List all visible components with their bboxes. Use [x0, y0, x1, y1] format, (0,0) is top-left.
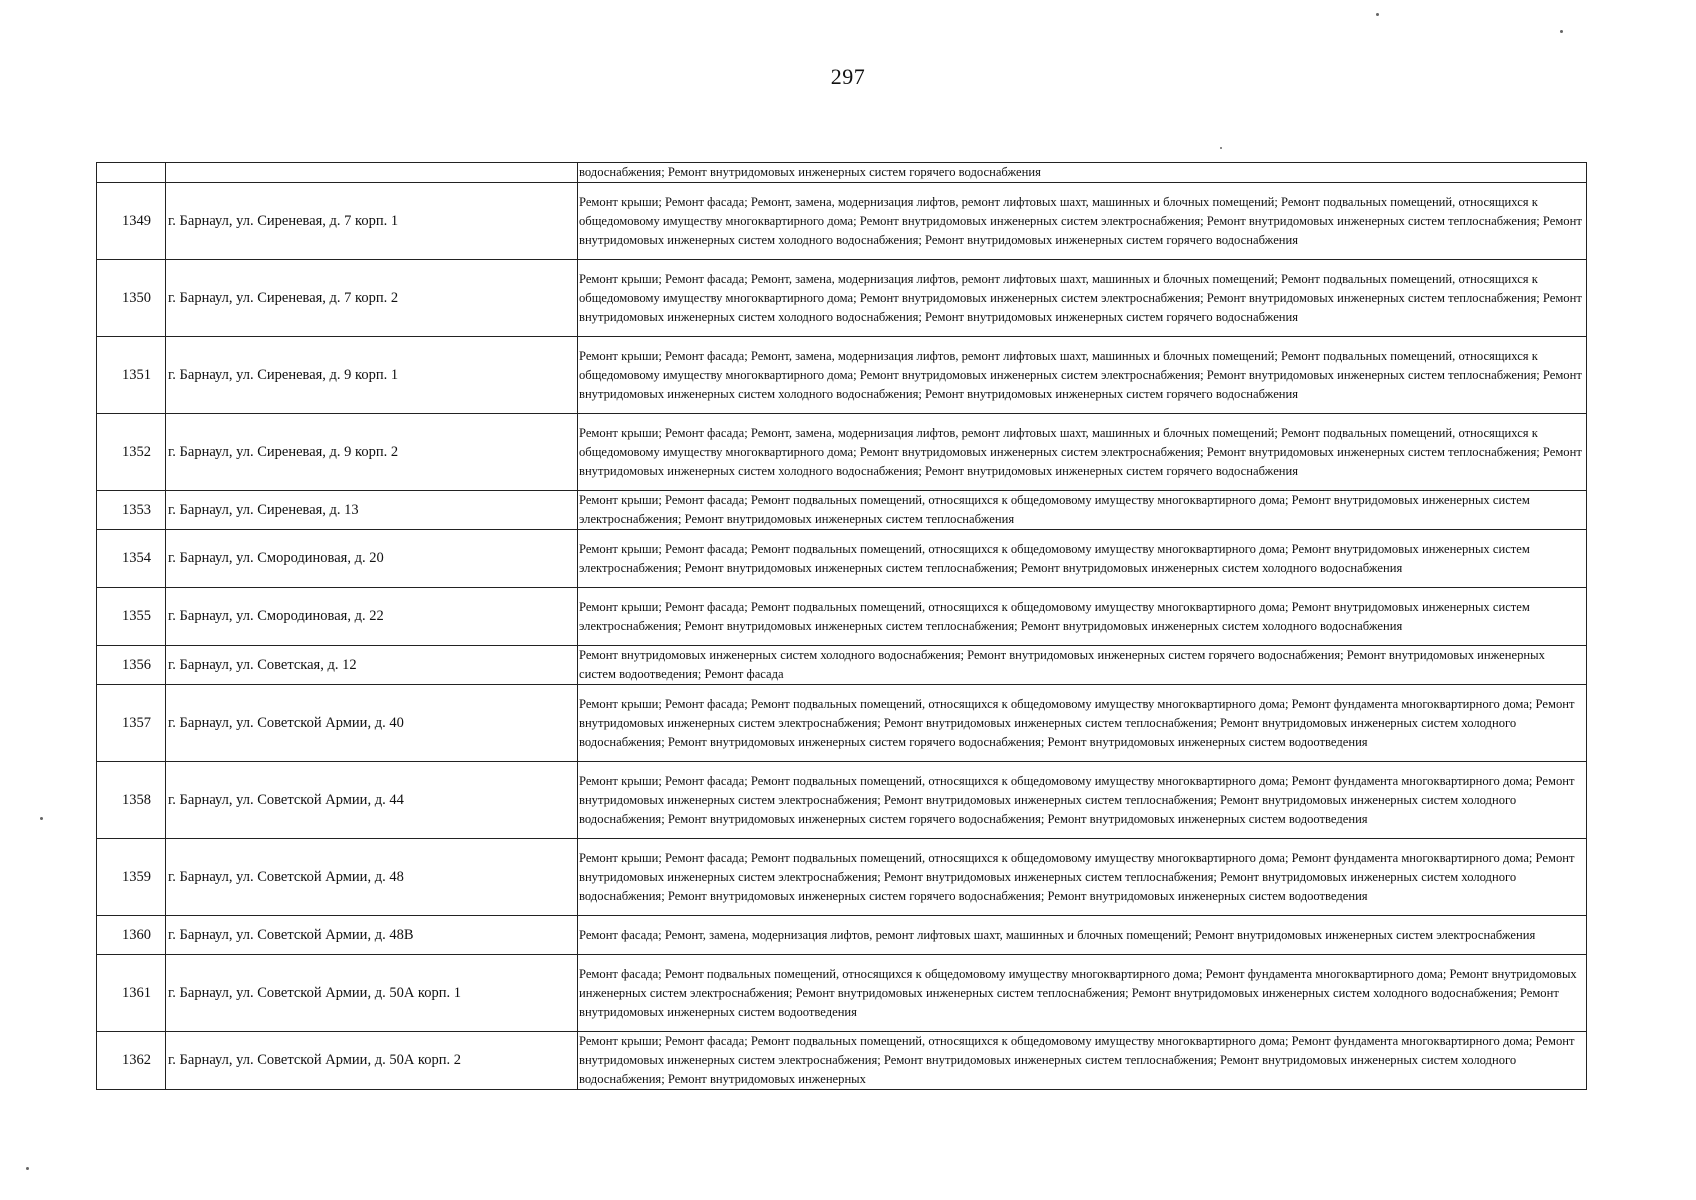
row-works: Ремонт крыши; Ремонт фасада; Ремонт подвальных помещений, относящихся к общедомовому имуществу многоквартирного дома; Ремонт фундамента многоквартирного дома; Ремонт внутридомовых инженерных систем электроснабжения; Ремонт внутридомовых инженерных систем теплоснабжения; Ремонт внутридомовых инженерных систем холодного водоснабжения; Ремонт внутридомовых инженерных систем горячего водоснабжения; Ремонт внутридомовых инженерных систем водоотведения — [578, 685, 1587, 762]
row-address: г. Барнаул, ул. Сиреневая, д. 7 корп. 2 — [166, 260, 578, 337]
row-number: 1349 — [97, 183, 166, 260]
row-number: 1360 — [97, 916, 166, 955]
table-row — [97, 163, 1587, 183]
scan-speck — [1220, 147, 1222, 149]
table-row — [97, 530, 1587, 588]
row-number: 1350 — [97, 260, 166, 337]
table-row — [97, 762, 1587, 839]
row-address: г. Барнаул, ул. Советской Армии, д. 44 — [166, 762, 578, 839]
table-row — [97, 685, 1587, 762]
row-works: Ремонт крыши; Ремонт фасада; Ремонт подвальных помещений, относящихся к общедомовому имуществу многоквартирного дома; Ремонт фундамента многоквартирного дома; Ремонт внутридомовых инженерных систем электроснабжения; Ремонт внутридомовых инженерных систем теплоснабжения; Ремонт внутридомовых инженерных систем холодного водоснабжения; Ремонт внутридомовых инженерных систем горячего водоснабжения; Ремонт внутридомовых инженерных систем водоотведения — [578, 762, 1587, 839]
row-number: 1358 — [97, 762, 166, 839]
row-works: Ремонт крыши; Ремонт фасада; Ремонт, замена, модернизация лифтов, ремонт лифтовых шахт, машинных и блочных помещений; Ремонт подвальных помещений, относящихся к общедомовому имуществу многоквартирного дома; Ремонт внутридомовых инженерных систем электроснабжения; Ремонт внутридомовых инженерных систем теплоснабжения; Ремонт внутридомовых инженерных систем холодного водоснабжения; Ремонт внутридомовых инженерных систем горячего водоснабжения — [578, 183, 1587, 260]
scan-speck — [1560, 30, 1563, 33]
row-works: Ремонт крыши; Ремонт фасада; Ремонт подвальных помещений, относящихся к общедомовому имуществу многоквартирного дома; Ремонт внутридомовых инженерных систем электроснабжения; Ремонт внутридомовых инженерных систем теплоснабжения; Ремонт внутридомовых инженерных систем холодного водоснабжения — [578, 530, 1587, 588]
row-works: Ремонт крыши; Ремонт фасада; Ремонт, замена, модернизация лифтов, ремонт лифтовых шахт, машинных и блочных помещений; Ремонт подвальных помещений, относящихся к общедомовому имуществу многоквартирного дома; Ремонт внутридомовых инженерных систем электроснабжения; Ремонт внутридомовых инженерных систем теплоснабжения; Ремонт внутридомовых инженерных систем холодного водоснабжения; Ремонт внутридомовых инженерных систем горячего водоснабжения — [578, 260, 1587, 337]
table-row — [97, 839, 1587, 916]
row-number: 1359 — [97, 839, 166, 916]
table-row — [97, 1032, 1587, 1090]
row-number: 1353 — [97, 491, 166, 530]
row-address: г. Барнаул, ул. Смородиновая, д. 22 — [166, 588, 578, 646]
table-row — [97, 183, 1587, 260]
repair-registry-table — [96, 162, 1587, 1090]
table-row — [97, 646, 1587, 685]
row-address: г. Барнаул, ул. Советской Армии, д. 48В — [166, 916, 578, 955]
row-number: 1361 — [97, 955, 166, 1032]
row-number — [97, 163, 166, 183]
row-works: Ремонт крыши; Ремонт фасада; Ремонт подвальных помещений, относящихся к общедомовому имуществу многоквартирного дома; Ремонт внутридомовых инженерных систем электроснабжения; Ремонт внутридомовых инженерных систем теплоснабжения; Ремонт внутридомовых инженерных систем холодного водоснабжения — [578, 588, 1587, 646]
row-address: г. Барнаул, ул. Советской Армии, д. 50А корп. 2 — [166, 1032, 578, 1090]
row-number: 1357 — [97, 685, 166, 762]
scan-speck — [26, 1167, 29, 1170]
row-address: г. Барнаул, ул. Советская, д. 12 — [166, 646, 578, 685]
row-address: г. Барнаул, ул. Сиреневая, д. 9 корп. 1 — [166, 337, 578, 414]
scan-speck — [40, 817, 43, 820]
table-row — [97, 916, 1587, 955]
row-address: г. Барнаул, ул. Советской Армии, д. 40 — [166, 685, 578, 762]
row-address — [166, 163, 578, 183]
row-number: 1352 — [97, 414, 166, 491]
row-works: Ремонт крыши; Ремонт фасада; Ремонт подвальных помещений, относящихся к общедомовому имуществу многоквартирного дома; Ремонт фундамента многоквартирного дома; Ремонт внутридомовых инженерных систем электроснабжения; Ремонт внутридомовых инженерных систем теплоснабжения; Ремонт внутридомовых инженерных систем холодного водоснабжения; Ремонт внутридомовых инженерных — [578, 1032, 1587, 1090]
row-number: 1354 — [97, 530, 166, 588]
row-works: Ремонт крыши; Ремонт фасада; Ремонт, замена, модернизация лифтов, ремонт лифтовых шахт, машинных и блочных помещений; Ремонт подвальных помещений, относящихся к общедомовому имуществу многоквартирного дома; Ремонт внутридомовых инженерных систем электроснабжения; Ремонт внутридомовых инженерных систем теплоснабжения; Ремонт внутридомовых инженерных систем холодного водоснабжения; Ремонт внутридомовых инженерных систем горячего водоснабжения — [578, 414, 1587, 491]
row-works: Ремонт крыши; Ремонт фасада; Ремонт, замена, модернизация лифтов, ремонт лифтовых шахт, машинных и блочных помещений; Ремонт подвальных помещений, относящихся к общедомовому имуществу многоквартирного дома; Ремонт внутридомовых инженерных систем электроснабжения; Ремонт внутридомовых инженерных систем теплоснабжения; Ремонт внутридомовых инженерных систем холодного водоснабжения; Ремонт внутридомовых инженерных систем горячего водоснабжения — [578, 337, 1587, 414]
row-number: 1351 — [97, 337, 166, 414]
row-works: Ремонт фасада; Ремонт, замена, модернизация лифтов, ремонт лифтовых шахт, машинных и блочных помещений; Ремонт внутридомовых инженерных систем электроснабжения — [578, 916, 1587, 955]
row-works: Ремонт крыши; Ремонт фасада; Ремонт подвальных помещений, относящихся к общедомовому имуществу многоквартирного дома; Ремонт внутридомовых инженерных систем электроснабжения; Ремонт внутридомовых инженерных систем теплоснабжения — [578, 491, 1587, 530]
page-number: 297 — [830, 64, 866, 89]
row-works: водоснабжения; Ремонт внутридомовых инженерных систем горячего водоснабжения — [578, 163, 1587, 183]
row-works: Ремонт фасада; Ремонт подвальных помещений, относящихся к общедомовому имуществу многоквартирного дома; Ремонт фундамента многоквартирного дома; Ремонт внутридомовых инженерных систем электроснабжения; Ремонт внутридомовых инженерных систем теплоснабжения; Ремонт внутридомовых инженерных систем холодного водоснабжения; Ремонт внутридомовых инженерных систем водоотведения — [578, 955, 1587, 1032]
row-number: 1356 — [97, 646, 166, 685]
row-address: г. Барнаул, ул. Смородиновая, д. 20 — [166, 530, 578, 588]
table-row — [97, 491, 1587, 530]
row-works: Ремонт крыши; Ремонт фасада; Ремонт подвальных помещений, относящихся к общедомовому имуществу многоквартирного дома; Ремонт фундамента многоквартирного дома; Ремонт внутридомовых инженерных систем электроснабжения; Ремонт внутридомовых инженерных систем теплоснабжения; Ремонт внутридомовых инженерных систем холодного водоснабжения; Ремонт внутридомовых инженерных систем горячего водоснабжения; Ремонт внутридомовых инженерных систем водоотведения — [578, 839, 1587, 916]
table-row — [97, 955, 1587, 1032]
row-number: 1355 — [97, 588, 166, 646]
row-number: 1362 — [97, 1032, 166, 1090]
table-row — [97, 414, 1587, 491]
row-address: г. Барнаул, ул. Советской Армии, д. 48 — [166, 839, 578, 916]
scan-speck — [1376, 13, 1379, 16]
row-works: Ремонт внутридомовых инженерных систем холодного водоснабжения; Ремонт внутридомовых инженерных систем горячего водоснабжения; Ремонт внутридомовых инженерных систем водоотведения; Ремонт фасада — [578, 646, 1587, 685]
row-address: г. Барнаул, ул. Сиреневая, д. 7 корп. 1 — [166, 183, 578, 260]
table-row — [97, 337, 1587, 414]
table-row — [97, 260, 1587, 337]
row-address: г. Барнаул, ул. Сиреневая, д. 9 корп. 2 — [166, 414, 578, 491]
row-address: г. Барнаул, ул. Сиреневая, д. 13 — [166, 491, 578, 530]
table-row — [97, 588, 1587, 646]
row-address: г. Барнаул, ул. Советской Армии, д. 50А корп. 1 — [166, 955, 578, 1032]
